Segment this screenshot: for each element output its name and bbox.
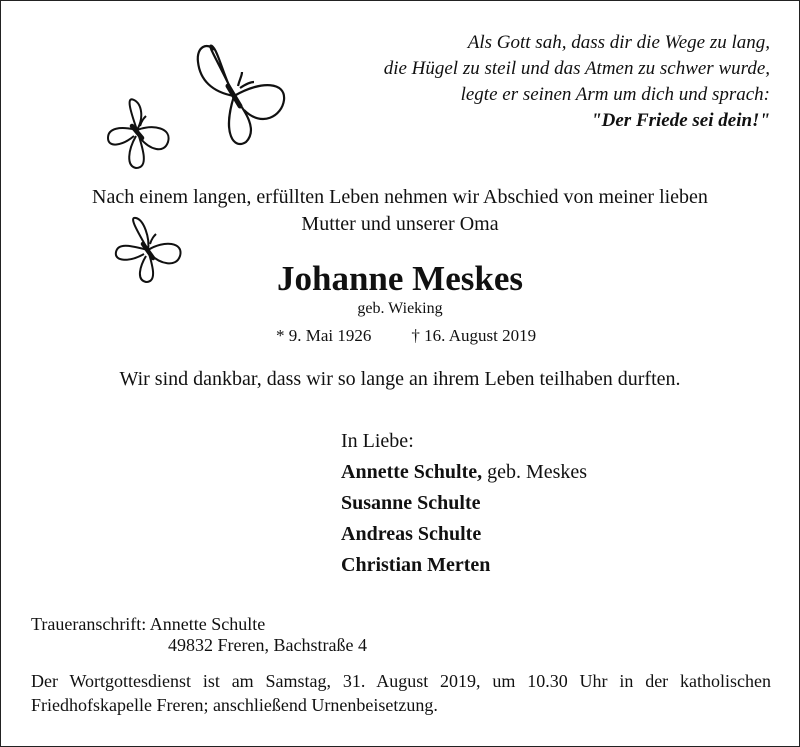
motto-line: Als Gott sah, dass dir die Wege zu lang, — [467, 32, 770, 53]
thanks-text: Wir sind dankbar, dass wir so lange an ihrem Leben teilhaben durften. — [119, 368, 681, 390]
service-line: Der Wortgottesdienst ist am Samstag, 31. August 2019, um 10.30 Uhr in der — [31, 671, 669, 691]
member-note: geb. Meskes — [482, 461, 588, 483]
intro-line: Mutter und unserer Oma — [301, 213, 499, 235]
family-member — [341, 488, 587, 519]
service-line: katholischen Friedhofskapelle Freren; anschließend Urnenbeisetzung. — [31, 671, 771, 715]
family-list — [341, 426, 587, 581]
death-date: † 16. August 2019 — [411, 326, 537, 345]
member-name: Andreas Schulte — [341, 523, 482, 545]
motto-line: die Hügel zu steil und das Atmen zu schwer wurde, — [383, 58, 770, 79]
butterfly-icon — [198, 46, 284, 144]
member-name: Susanne Schulte — [341, 492, 481, 514]
motto-line: legte er seinen Arm um dich und sprach: — [460, 84, 770, 105]
mourning-address — [31, 614, 367, 656]
service-info — [31, 669, 771, 717]
butterfly-icon — [108, 99, 169, 168]
family-member — [341, 550, 587, 581]
member-name: Annette Schulte, — [341, 461, 483, 483]
intro-line: Nach einem langen, erfüllten Leben nehmen wir Abschied von meiner lieben — [92, 186, 708, 208]
motto-closing: "Der Friede sei dein!" — [591, 110, 770, 131]
address-line: 49832 Freren, Bachstraße 4 — [168, 635, 367, 655]
intro-text — [0, 184, 800, 238]
member-name: Christian Merten — [341, 554, 491, 576]
birth-date: * 9. Mai 1926 — [276, 326, 372, 345]
birth-name: geb. Wieking — [357, 300, 443, 317]
family-heading: In Liebe: — [341, 430, 414, 452]
life-dates — [276, 326, 536, 346]
address-line: Traueranschrift: Annette Schulte — [31, 614, 266, 634]
family-member — [341, 457, 587, 488]
deceased-name: Johanne Meskes — [277, 259, 523, 298]
family-member — [341, 519, 587, 550]
motto-verse — [384, 30, 770, 134]
